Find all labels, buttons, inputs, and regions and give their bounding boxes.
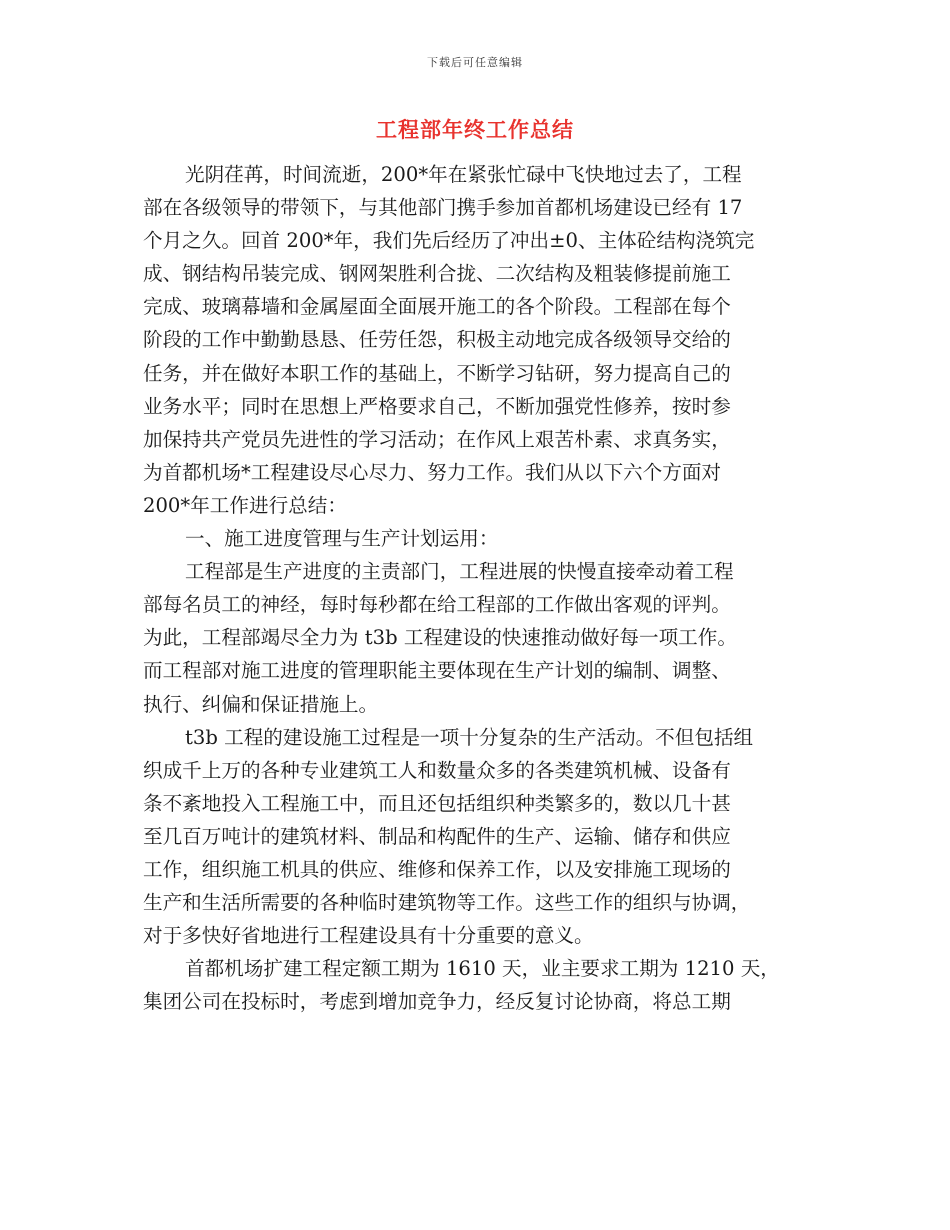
- text-line: 对于多快好省地进行工程建设具有十分重要的意义。: [143, 924, 594, 948]
- paragraph: [143, 555, 815, 720]
- text-line: t3b 工程的建设施工过程是一项十分复杂的生产活动。不但包括组: [185, 725, 754, 749]
- text-line: 成、钢结构吊装完成、钢网架胜利合拢、二次结构及粗装修提前施工: [143, 262, 731, 286]
- text-line: 条不紊地投入工程施工中，而且还包括组织种类繁多的，数以几十甚: [143, 791, 731, 815]
- document-title: 工程部年终工作总结: [376, 118, 574, 142]
- text-line: 织成千上万的各种专业建筑工人和数量众多的各类建筑机械、设备有: [143, 758, 731, 782]
- text-line: 完成、玻璃幕墙和金属屋面全面展开施工的各个阶段。工程部在每个: [143, 295, 731, 319]
- text-line: 工程部是生产进度的主责部门，工程进展的快慢直接牵动着工程: [185, 560, 734, 584]
- document-body: [143, 158, 815, 1018]
- paragraph: [143, 721, 815, 953]
- text-line: 一、施工进度管理与生产计划运用：: [185, 527, 499, 551]
- text-line: 加保持共产党员先进性的学习活动；在作风上艰苦朴素、求真务实，: [143, 427, 731, 451]
- text-line: 集团公司在投标时，考虑到增加竞争力，经反复讨论协商，将总工期: [143, 990, 731, 1014]
- text-line: 而工程部对施工进度的管理职能主要体现在生产计划的编制、调整、: [143, 659, 731, 683]
- text-line: 首都机场扩建工程定额工期为 1610 天，业主要求工期为 1210 天，: [185, 957, 780, 981]
- section-heading: [143, 522, 815, 555]
- text-line: 执行、纠偏和保证措施上。: [143, 692, 379, 716]
- header-note: 下载后可任意编辑: [427, 56, 523, 69]
- text-line: 为此，工程部竭尽全力为 t3b 工程建设的快速推动做好每一项工作。: [143, 626, 737, 650]
- text-line: 200*年工作进行总结：: [143, 493, 347, 517]
- text-line: 工作，组织施工机具的供应、维修和保养工作，以及安排施工现场的: [143, 857, 731, 881]
- text-line: 阶段的工作中勤勤恳恳、任劳任怨，积极主动地完成各级领导交给的: [143, 328, 731, 352]
- text-line: 部在各级领导的带领下，与其他部门携手参加首都机场建设已经有 17: [143, 196, 743, 220]
- text-line: 部每名员工的神经，每时每秒都在给工程部的工作做出客观的评判。: [143, 593, 731, 617]
- text-line: 为首都机场*工程建设尽心尽力、努力工作。我们从以下六个方面对: [143, 460, 722, 484]
- text-line: 业务水平；同时在思想上严格要求自己，不断加强党性修养，按时参: [143, 394, 731, 418]
- text-line: 至几百万吨计的建筑材料、制品和构配件的生产、运输、储存和供应: [143, 824, 731, 848]
- text-line: 生产和生活所需要的各种临时建筑物等工作。这些工作的组织与协调，: [143, 891, 751, 915]
- paragraph: [143, 952, 815, 1018]
- paragraph: [143, 158, 815, 522]
- text-line: 光阴荏苒，时间流逝，200*年在紧张忙碌中飞快地过去了，工程: [185, 163, 742, 186]
- text-line: 任务，并在做好本职工作的基础上，不断学习钻研，努力提高自己的: [143, 361, 731, 385]
- text-line: 个月之久。回首 200*年，我们先后经历了冲出±0、主体砼结构浇筑完: [143, 229, 755, 253]
